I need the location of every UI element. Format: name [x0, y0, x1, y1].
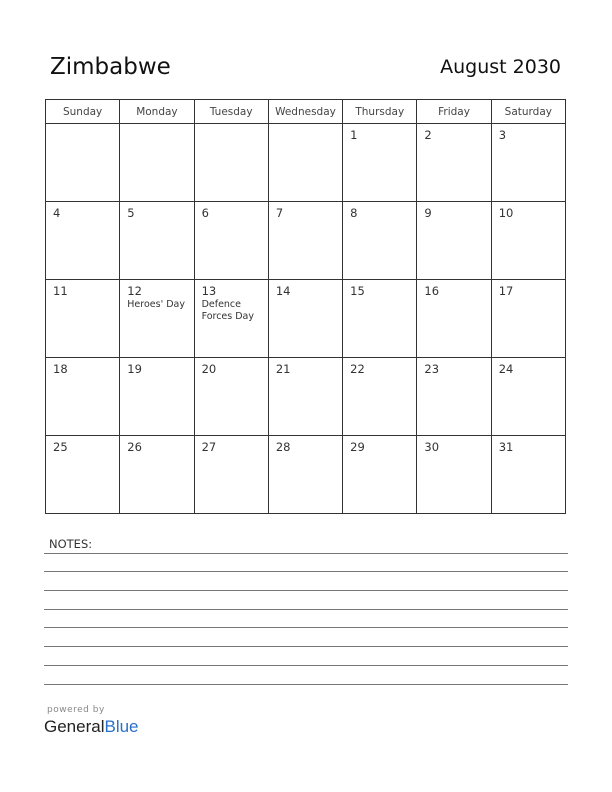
note-line	[44, 571, 568, 572]
day-cell-content	[120, 280, 193, 357]
holiday-label: Heroes' Day	[127, 299, 185, 310]
calendar-day-cell	[268, 280, 342, 358]
day-number: 10	[498, 206, 514, 220]
day-cell-content	[46, 280, 119, 357]
day-number: 21	[275, 362, 291, 376]
day-number: 16	[424, 284, 440, 298]
calendar-day-cell	[120, 124, 194, 202]
calendar-day-cell	[194, 202, 268, 280]
day-number: 7	[275, 206, 284, 220]
weekday-thursday: Thursday	[343, 100, 417, 124]
calendar-day-cell	[343, 202, 417, 280]
weekday-header-row	[46, 100, 566, 124]
day-cell-content	[417, 358, 490, 435]
day-number: 30	[424, 440, 440, 454]
day-number: 15	[350, 284, 365, 298]
note-line	[44, 609, 568, 610]
calendar-day-cell	[491, 436, 565, 514]
day-number: 4	[53, 206, 61, 220]
day-number: 25	[53, 440, 68, 454]
day-number: 9	[424, 206, 432, 220]
day-cell-content	[120, 124, 193, 201]
day-number: 6	[201, 206, 209, 220]
calendar-day-cell	[491, 358, 565, 436]
weekday-tuesday: Tuesday	[194, 100, 268, 124]
day-cell-content	[195, 280, 268, 357]
day-number: 28	[275, 440, 291, 454]
day-cell-content	[269, 358, 342, 435]
day-number: 19	[127, 362, 142, 376]
calendar-grid	[45, 99, 566, 514]
calendar-day-cell	[46, 358, 120, 436]
day-cell-content	[195, 124, 268, 201]
calendar-day-cell	[194, 124, 268, 202]
calendar-day-cell	[46, 202, 120, 280]
day-number: 23	[424, 362, 440, 376]
day-cell-content	[343, 202, 416, 279]
day-cell-content	[417, 280, 490, 357]
day-number: 5	[127, 206, 135, 220]
day-number: 11	[53, 284, 68, 298]
calendar-day-cell	[343, 280, 417, 358]
day-cell-content	[120, 202, 193, 279]
calendar-day-cell	[268, 124, 342, 202]
day-cell-content	[492, 436, 565, 513]
day-cell-content	[46, 358, 119, 435]
powered-by-text: powered by	[47, 705, 105, 715]
calendar-day-cell	[491, 280, 565, 358]
day-cell-content	[492, 124, 565, 201]
calendar-body	[46, 124, 566, 514]
holiday-label: Defence Forces Day	[201, 299, 254, 322]
calendar-day-cell	[417, 202, 491, 280]
brand-name-blue: Blue	[104, 717, 139, 736]
day-number: 3	[498, 128, 507, 142]
day-number: 31	[498, 440, 514, 454]
weekday-friday: Friday	[417, 100, 491, 124]
calendar-day-cell	[268, 358, 342, 436]
calendar-day-cell	[417, 436, 491, 514]
calendar-day-cell	[343, 358, 417, 436]
calendar-day-cell	[46, 280, 120, 358]
day-cell-content	[195, 202, 268, 279]
note-line	[44, 590, 568, 591]
day-number: 27	[201, 440, 217, 454]
calendar-day-cell	[194, 280, 268, 358]
calendar-day-cell	[194, 358, 268, 436]
day-cell-content	[46, 202, 119, 279]
day-number: 14	[275, 284, 291, 298]
day-cell-content	[120, 436, 193, 513]
day-cell-content	[46, 124, 119, 201]
day-cell-content	[492, 358, 565, 435]
calendar-day-cell	[120, 436, 194, 514]
day-cell-content	[195, 436, 268, 513]
calendar-day-cell	[343, 436, 417, 514]
month-year-title: August 2030	[440, 56, 561, 78]
day-number: 24	[498, 362, 514, 376]
calendar-week-row	[46, 202, 566, 280]
day-number: 17	[498, 284, 514, 298]
note-line	[44, 665, 568, 666]
calendar-day-cell	[46, 436, 120, 514]
day-cell-content	[417, 436, 490, 513]
day-cell-content	[269, 124, 342, 201]
note-line	[44, 646, 568, 647]
calendar-day-cell	[120, 202, 194, 280]
day-cell-content	[343, 124, 416, 201]
day-number: 22	[350, 362, 365, 376]
calendar-day-cell	[491, 202, 565, 280]
country-title: Zimbabwe	[50, 54, 171, 80]
weekday-sunday: Sunday	[46, 100, 120, 124]
day-cell-content	[492, 280, 565, 357]
day-cell-content	[120, 358, 193, 435]
day-cell-content	[492, 202, 565, 279]
calendar-day-cell	[268, 202, 342, 280]
weekday-saturday: Saturday	[491, 100, 565, 124]
calendar-day-cell	[417, 280, 491, 358]
day-number: 26	[127, 440, 142, 454]
weekday-wednesday: Wednesday	[268, 100, 342, 124]
calendar-week-row	[46, 436, 566, 514]
day-number: 13	[201, 284, 217, 298]
day-cell-content	[343, 280, 416, 357]
note-line	[44, 553, 568, 554]
day-cell-content	[46, 436, 119, 513]
day-number: 29	[350, 440, 365, 454]
note-line	[44, 627, 568, 628]
calendar-day-cell	[417, 124, 491, 202]
day-cell-content	[269, 202, 342, 279]
notes-label: NOTES:	[49, 537, 93, 551]
day-cell-content	[417, 124, 490, 201]
calendar-day-cell	[120, 280, 194, 358]
day-number: 8	[350, 206, 358, 220]
day-number: 18	[53, 362, 68, 376]
weekday-monday: Monday	[120, 100, 194, 124]
calendar-day-cell	[46, 124, 120, 202]
day-cell-content	[195, 358, 268, 435]
brand-logo	[44, 717, 139, 737]
calendar-day-cell	[417, 358, 491, 436]
calendar-day-cell	[343, 124, 417, 202]
calendar-day-cell	[194, 436, 268, 514]
day-cell-content	[343, 358, 416, 435]
note-line	[44, 684, 568, 685]
calendar-week-row	[46, 280, 566, 358]
day-number: 20	[201, 362, 217, 376]
calendar-week-row	[46, 124, 566, 202]
calendar-day-cell	[491, 124, 565, 202]
day-cell-content	[269, 280, 342, 357]
day-cell-content	[417, 202, 490, 279]
day-number: 1	[350, 128, 358, 142]
calendar-week-row	[46, 358, 566, 436]
brand-name-general: General	[44, 717, 105, 736]
calendar-day-cell	[268, 436, 342, 514]
calendar-day-cell	[120, 358, 194, 436]
day-cell-content	[269, 436, 342, 513]
day-number: 12	[127, 284, 142, 298]
day-number: 2	[424, 128, 432, 142]
day-cell-content	[343, 436, 416, 513]
